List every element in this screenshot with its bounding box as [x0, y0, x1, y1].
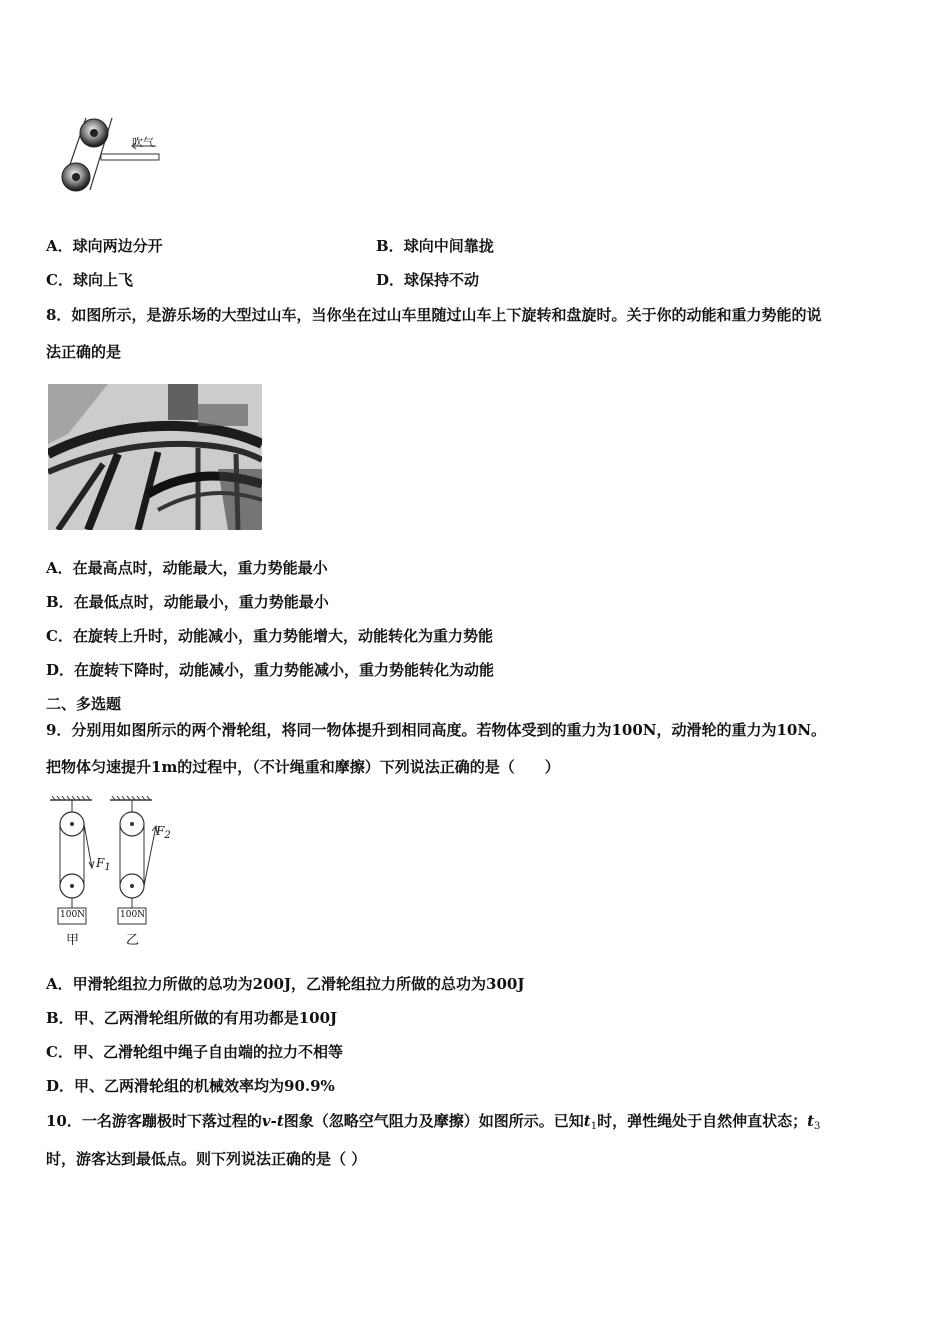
- q9-stem-line1: 9．分别用如图所示的两个滑轮组，将同一物体提升到相同高度。若物体受到的重力为100N，动滑轮的重力为10N。: [46, 721, 827, 739]
- f1-label: $F_1$: [96, 856, 111, 873]
- q7-option-b: B．球向中间靠拢: [376, 237, 494, 255]
- left-caption: 甲: [66, 933, 80, 948]
- blow-label: 吹气: [132, 136, 154, 149]
- section-title: 二、多选题: [46, 695, 122, 713]
- blow-tube: [101, 154, 159, 160]
- right-caption: 乙: [126, 933, 140, 948]
- q7-option-d: D．球保持不动: [376, 271, 480, 289]
- f2-label: $F_2$: [156, 824, 171, 841]
- q8-option-b: B．在最低点时，动能最小，重力势能最小: [46, 593, 329, 611]
- q8-stem-line1: 8．如图所示，是游乐场的大型过山车，当你坐在过山车里随过山车上下旋转和盘旋时。关于你的动能和重力势能的说: [46, 306, 822, 324]
- q9-stem-line2: 把物体匀速提升1m的过程中，（不计绳重和摩擦）下列说法正确的是（ ）: [46, 758, 560, 776]
- pulley-figure: [46, 796, 186, 948]
- right-weight-label: 100N: [120, 910, 146, 920]
- q7-figure: [56, 112, 166, 196]
- q10-stem-line2: 时，游客达到最低点。则下列说法正确的是（ ）: [46, 1150, 367, 1168]
- q8-stem-line2: 法正确的是: [46, 343, 122, 361]
- q9-option-b: B．甲、乙两滑轮组所做的有用功都是100J: [46, 1009, 338, 1027]
- q8-option-c: C．在旋转上升时，动能减小，重力势能增大，动能转化为重力势能: [46, 627, 493, 645]
- q8-option-a: A．在最高点时，动能最大，重力势能最小: [46, 559, 328, 577]
- q10-stem-line1: 10．一名游客蹦极时下落过程的v-t图象（忽略空气阻力及摩擦）如图所示。已知$t_1$时，弹性绳处于自然伸直状态；$t_3$: [46, 1112, 821, 1132]
- q9-option-c: C．甲、乙滑轮组中绳子自由端的拉力不相等: [46, 1043, 343, 1061]
- q9-option-d: D．甲、乙两滑轮组的机械效率均为90.9%: [46, 1077, 335, 1095]
- q7-option-a: A．球向两边分开: [46, 237, 163, 255]
- left-weight-label: 100N: [60, 910, 86, 920]
- q8-option-d: D．在旋转下降时，动能减小，重力势能减小，重力势能转化为动能: [46, 661, 495, 679]
- roller-coaster-photo: [48, 384, 262, 530]
- q9-option-a: A．甲滑轮组拉力所做的总功为200J，乙滑轮组拉力所做的总功为300J: [46, 975, 525, 993]
- q7-option-c: C．球向上飞: [46, 271, 133, 289]
